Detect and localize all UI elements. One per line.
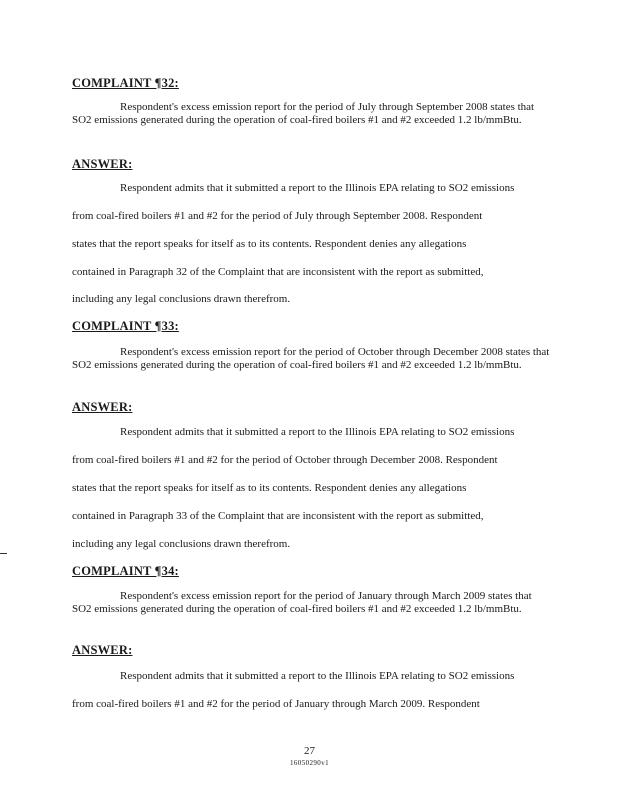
answer-34-line: from coal-fired boilers #1 and #2 for the period of January through March 2009. Respondent <box>72 698 480 710</box>
page-number: 27 <box>304 745 315 757</box>
answer-33-line: from coal-fired boilers #1 and #2 for the period of October through December 2008. Respondent <box>72 454 498 466</box>
answer-33-line: contained in Paragraph 33 of the Complaint that are inconsistent with the report as submitted, <box>72 510 484 522</box>
answer-32-heading: ANSWER: <box>72 157 133 171</box>
answer-32-line: including any legal conclusions drawn therefrom. <box>72 293 291 305</box>
complaint-33-text: Respondent's excess emission report for the period of October through December 2008 states that SO2 emissions generated during the operation of coal-fired boilers #1 and #2 exceeded 1.2 lb/mmBtu. <box>72 346 550 371</box>
answer-33-line: including any legal conclusions drawn therefrom. <box>72 538 291 550</box>
answer-33-heading: ANSWER: <box>72 400 133 414</box>
complaint-33-heading: COMPLAINT ¶33: <box>72 319 179 333</box>
answer-34-line: Respondent admits that it submitted a report to the Illinois EPA relating to SO2 emissions <box>120 670 515 682</box>
complaint-34-heading: COMPLAINT ¶34: <box>72 564 179 578</box>
answer-33-line: Respondent admits that it submitted a report to the Illinois EPA relating to SO2 emissions <box>120 426 515 438</box>
complaint-32-heading: COMPLAINT ¶32: <box>72 76 179 90</box>
document-id: 16050290v1 <box>290 759 329 767</box>
answer-33-line: states that the report speaks for itself as to its contents. Respondent denies any allegations <box>72 482 467 494</box>
answer-32-line: from coal-fired boilers #1 and #2 for the period of July through September 2008. Respondent <box>72 210 483 222</box>
answer-34-heading: ANSWER: <box>72 643 133 657</box>
answer-32-line: states that the report speaks for itself as to its contents. Respondent denies any allegations <box>72 238 467 250</box>
margin-mark <box>0 553 7 554</box>
answer-32-line: Respondent admits that it submitted a report to the Illinois EPA relating to SO2 emissions <box>120 182 515 194</box>
complaint-34-text: Respondent's excess emission report for the period of January through March 2009 states that SO2 emissions generated during the operation of coal-fired boilers #1 and #2 exceeded 1.2 lb/mmBtu. <box>72 590 532 615</box>
answer-32-line: contained in Paragraph 32 of the Complaint that are inconsistent with the report as submitted, <box>72 266 484 278</box>
complaint-32-text: Respondent's excess emission report for the period of July through September 2008 states that SO2 emissions generated during the operation of coal-fired boilers #1 and #2 exceeded 1.2 lb/mmBtu. <box>72 101 535 126</box>
